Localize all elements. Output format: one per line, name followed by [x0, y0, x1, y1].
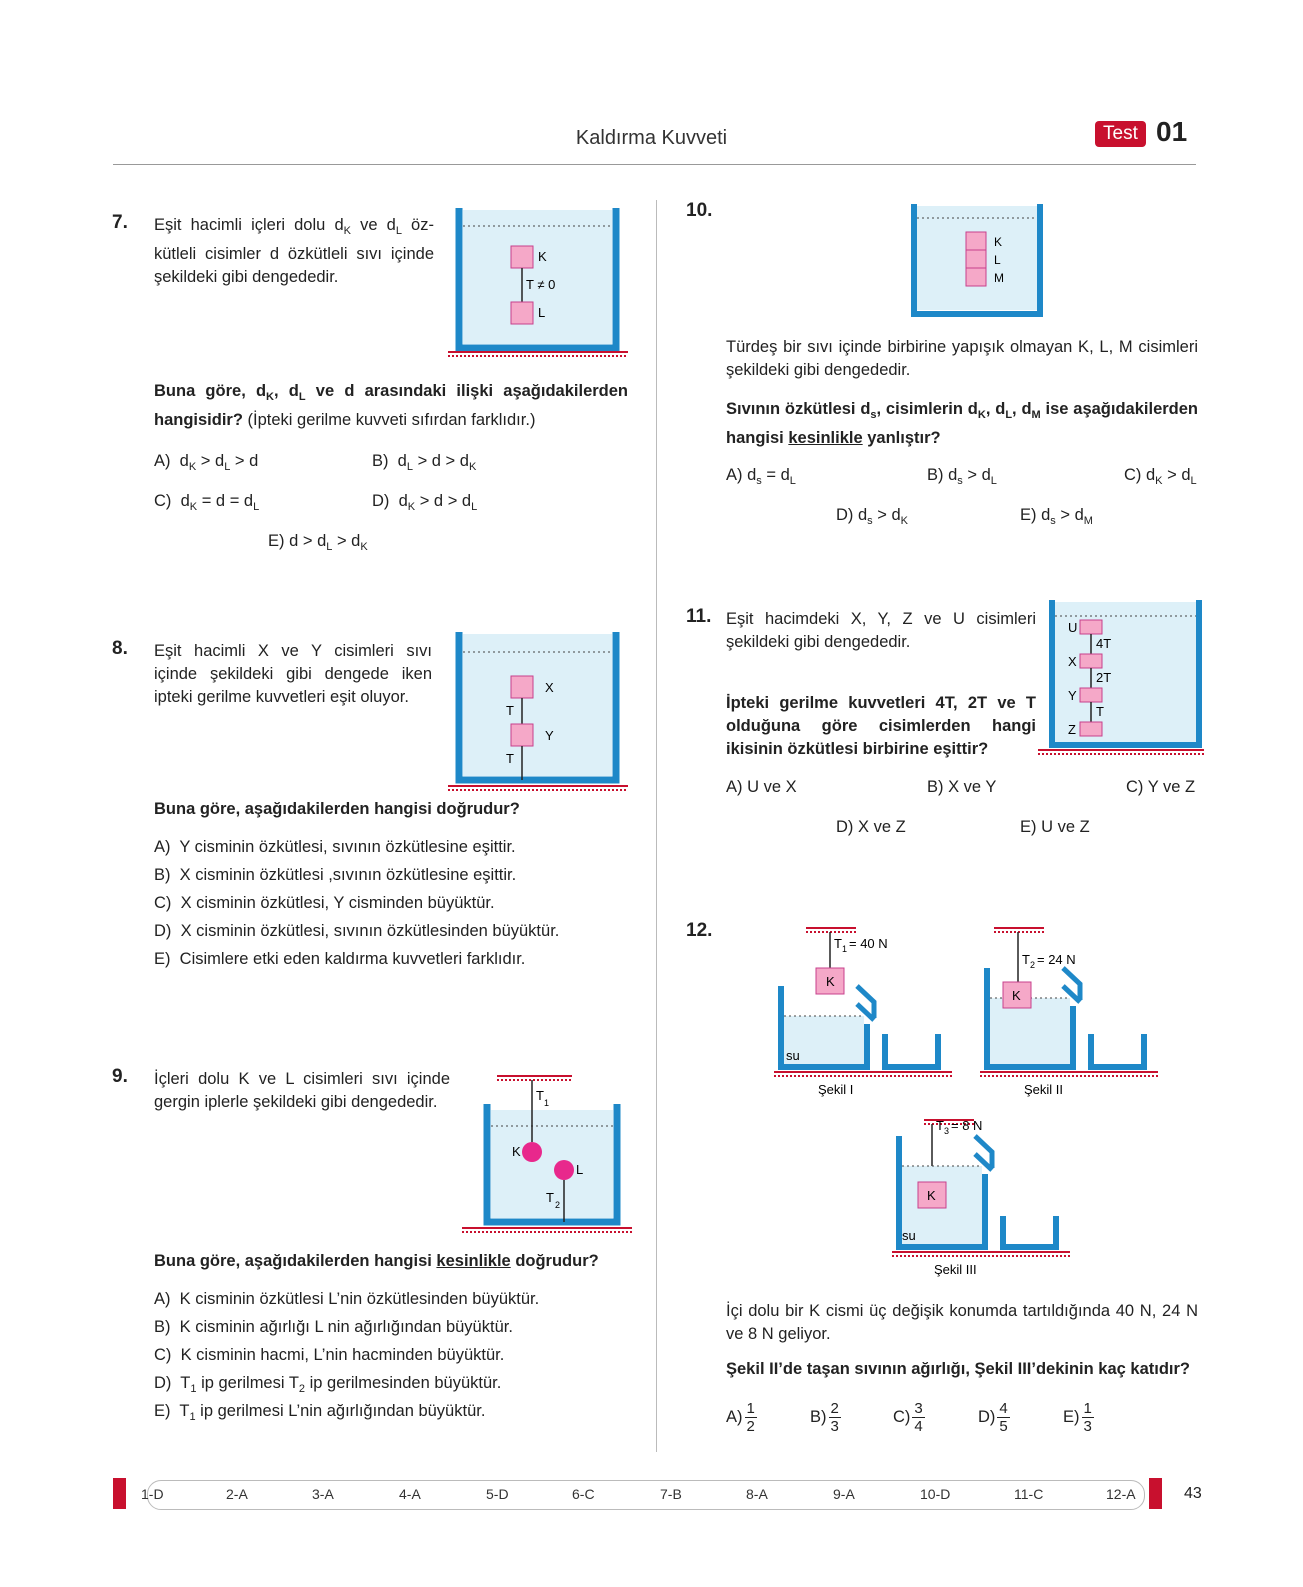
q9-option-c[interactable]: C) K cisminin hacmi, L’nin hacminden büyüktür.: [154, 1346, 505, 1364]
svg-text:3: 3: [944, 1126, 950, 1136]
q12-fig1-caption: Şekil I: [818, 1082, 854, 1097]
q9-option-b[interactable]: B) K cisminin ağırlığı L nin ağırlığından büyüktür.: [154, 1318, 513, 1336]
q10-fig-k: K: [994, 235, 1003, 249]
q12-fig1-k: K: [826, 974, 835, 989]
q11-fig-x: X: [1068, 654, 1077, 669]
column-divider: [656, 200, 657, 1452]
svg-text:T: T: [936, 1118, 944, 1133]
answer-11: 11-C: [1014, 1486, 1044, 1502]
answer-bar-right-marker: [1149, 1478, 1162, 1509]
q9-figure: [462, 1074, 632, 1244]
q11-stem: Eşit hacimdeki X, Y, Z ve U cisimleri şekildeki gibi dengededir.: [726, 610, 1036, 651]
q7-option-c[interactable]: C) $d_K = d = d_L$: [154, 492, 260, 513]
q11-option-a[interactable]: A) U ve X: [726, 778, 797, 796]
q11-fig-y: Y: [1068, 688, 1077, 703]
q8-fig-y: Y: [545, 728, 554, 743]
q12-fig3-caption: Şekil III: [934, 1262, 977, 1277]
answer-12: 12-A: [1106, 1486, 1136, 1502]
q12-question: Şekil II’de taşan sıvının ağırlığı, Şekil III’dekinin kaç katıdır?: [726, 1360, 1190, 1378]
q7-fig-k: K: [538, 249, 547, 264]
q7-question: Buna göre, $d_K$, $d_L$ ve d arasındaki ilişki aşağıdakilerden hangisidir? (İpteki gerilme kuvveti sıfırdan farklıdır.): [154, 382, 628, 429]
q10-option-d[interactable]: D) $d_s > d_K$: [836, 506, 908, 527]
answer-3: 3-A: [312, 1486, 334, 1502]
q10-option-b[interactable]: B) $d_s > d_L$: [927, 466, 997, 487]
q12-fig3-su: su: [902, 1228, 916, 1243]
q10-stem: Türdeş bir sıvı içinde birbirine yapışık olmayan K, L, M cisimleri şekildeki gibi dengededir.: [726, 338, 1198, 379]
q9-number: 9.: [112, 1066, 128, 1087]
q9-fig-t1: T: [536, 1088, 544, 1103]
q7-option-d[interactable]: D) $d_K > d > d_L$: [372, 492, 478, 513]
q11-fig-2t: 2T: [1096, 670, 1112, 685]
q11-fig-4t: 4T: [1096, 636, 1112, 651]
q8-option-c[interactable]: C) X cisminin özkütlesi, Y cisminden büyüktür.: [154, 894, 495, 912]
q7-stem: Eşit hacimli içleri dolu $d_K$ ve $d_L$ özkütleli cisimler d özkütleli sıvı içinde şekildeki gibi dengededir.: [154, 216, 434, 286]
answer-6: 6-C: [572, 1486, 595, 1502]
q11-option-c[interactable]: C) Y ve Z: [1126, 778, 1196, 796]
q10-option-c[interactable]: C) $d_K > d_L$: [1124, 466, 1197, 487]
answer-8: 8-A: [746, 1486, 768, 1502]
q7-fig-l: L: [538, 305, 546, 320]
q12-figure-2: [976, 924, 1162, 1114]
q7-figure: [448, 208, 632, 360]
q11-fig-t: T: [1096, 704, 1104, 719]
q9-option-a[interactable]: A) K cisminin özkütlesi L’nin özkütlesinden büyüktür.: [154, 1290, 540, 1308]
q11-option-d[interactable]: D) X ve Z: [836, 818, 906, 836]
page-title: Kaldırma Kuvveti: [575, 127, 728, 149]
q7-option-a[interactable]: A) $d_K > d_L > d$: [154, 452, 259, 473]
q9-stem: İçleri dolu K ve L cisimleri sıvı içinde gergin iplerle şekildeki gibi dengededir.: [154, 1070, 450, 1111]
q8-fig-t2: T: [506, 751, 514, 766]
answer-9: 9-A: [833, 1486, 855, 1502]
q12-option-b[interactable]: B) $\frac{2}{3}$: [810, 1400, 839, 1435]
q9-fig-t2: T: [546, 1190, 554, 1205]
test-badge: Test: [1095, 121, 1146, 147]
svg-text:T: T: [1022, 952, 1030, 967]
q8-stem: Eşit hacimli X ve Y cisimleri sıvı içinde şekildeki gibi dengede iken ipteki gerilme kuvvetleri eşit oluyor.: [154, 642, 432, 706]
q12-number: 12.: [686, 920, 713, 941]
svg-text:T: T: [834, 936, 842, 951]
q12-option-e[interactable]: E) $\frac{1}{3}$: [1063, 1400, 1092, 1435]
svg-text:2: 2: [1030, 960, 1036, 970]
svg-text:2: 2: [555, 1200, 561, 1210]
q11-question: İpteki gerilme kuvvetleri 4T, 2T ve T olduğuna göre cisimlerden hangi ikisinin özkütlesi birbirine eşittir?: [726, 694, 1036, 758]
q8-option-e[interactable]: E) Cisimlere etki eden kaldırma kuvvetleri farklıdır.: [154, 950, 526, 968]
q12-fig2-t2: = 24 N: [1037, 952, 1076, 967]
q10-fig-l: L: [994, 253, 1001, 267]
q8-figure: [448, 632, 632, 792]
q8-number: 8.: [112, 638, 128, 659]
test-number: 01: [1156, 116, 1188, 147]
q11-number: 11.: [686, 606, 712, 627]
q11-fig-z: Z: [1068, 722, 1076, 737]
q12-fig3-t3: = 8 N: [951, 1118, 983, 1133]
q8-option-b[interactable]: B) X cisminin özkütlesi ,sıvının özkütlesine eşittir.: [154, 866, 517, 884]
answer-key-bar: [147, 1480, 1145, 1510]
q10-figure: [910, 204, 1044, 328]
q12-fig1-t1: = 40 N: [849, 936, 888, 951]
q11-fig-u: U: [1068, 620, 1078, 635]
q8-option-d[interactable]: D) X cisminin özkütlesi, sıvının özkütlesinden büyüktür.: [154, 922, 560, 940]
q7-option-b[interactable]: B) $d_L > d > d_K$: [372, 452, 477, 473]
q8-fig-x: X: [545, 680, 554, 695]
q10-option-a[interactable]: A) $d_s = d_L$: [726, 466, 796, 487]
answer-1: 1-D: [141, 1486, 164, 1502]
q7-option-e[interactable]: E) $d > d_L > d_K$: [268, 532, 368, 553]
q11-option-b[interactable]: B) X ve Y: [927, 778, 997, 796]
q10-option-e[interactable]: E) $d_s > d_M$: [1020, 506, 1093, 527]
q10-question: Sıvının özkütlesi $d_s$, cisimlerin $d_K$, $d_L$, $d_M$ ise aşağıdakilerden hangisi kesinlikle yanlıştır?: [726, 400, 1198, 447]
q12-stem: İçi dolu bir K cismi üç değişik konumda tartıldığında 40 N, 24 N ve 8 N geliyor.: [726, 1302, 1198, 1343]
q10-fig-m: M: [994, 271, 1004, 285]
q12-fig3-k: K: [927, 1188, 936, 1203]
answer-4: 4-A: [399, 1486, 421, 1502]
q12-figure-1: [770, 924, 956, 1114]
q7-fig-t: T ≠ 0: [526, 277, 556, 292]
answer-bar-left-marker: [113, 1478, 126, 1509]
q11-option-e[interactable]: E) U ve Z: [1020, 818, 1090, 836]
header-divider: [113, 164, 1196, 165]
answer-5: 5-D: [486, 1486, 509, 1502]
q11-figure: [1038, 600, 1204, 756]
q12-fig2-caption: Şekil II: [1024, 1082, 1064, 1097]
svg-text:1: 1: [842, 944, 848, 954]
q12-option-d[interactable]: D) $\frac{4}{5}$: [978, 1400, 1008, 1435]
q8-question: Buna göre, aşağıdakilerden hangisi doğrudur?: [154, 800, 520, 818]
answer-10: 10-D: [920, 1486, 951, 1502]
q9-option-d[interactable]: D) $T_1$ ip gerilmesi $T_2$ ip gerilmesinden büyüktür.: [154, 1374, 502, 1395]
q12-figure-3: [888, 1116, 1074, 1292]
q12-option-a[interactable]: A) $\frac{1}{2}$: [726, 1400, 755, 1435]
svg-text:1: 1: [544, 1098, 550, 1108]
page-number: 43: [1184, 1485, 1202, 1502]
q7-number: 7.: [112, 212, 128, 233]
answer-2: 2-A: [226, 1486, 248, 1502]
q8-fig-t1: T: [506, 703, 514, 718]
q9-fig-k: K: [512, 1144, 521, 1159]
q9-fig-l: L: [576, 1162, 584, 1177]
q9-option-e[interactable]: E) $T_1$ ip gerilmesi L’nin ağırlığından büyüktür.: [154, 1402, 486, 1423]
answer-7: 7-B: [660, 1486, 682, 1502]
q10-number: 10.: [686, 200, 713, 221]
q8-option-a[interactable]: A) Y cisminin özkütlesi, sıvının özkütlesine eşittir.: [154, 838, 516, 856]
q12-option-c[interactable]: C) $\frac{3}{4}$: [893, 1400, 923, 1435]
q9-question: Buna göre, aşağıdakilerden hangisi kesinlikle doğrudur?: [154, 1252, 599, 1270]
q12-fig2-k: K: [1012, 988, 1021, 1003]
q12-fig1-su: su: [786, 1048, 800, 1063]
